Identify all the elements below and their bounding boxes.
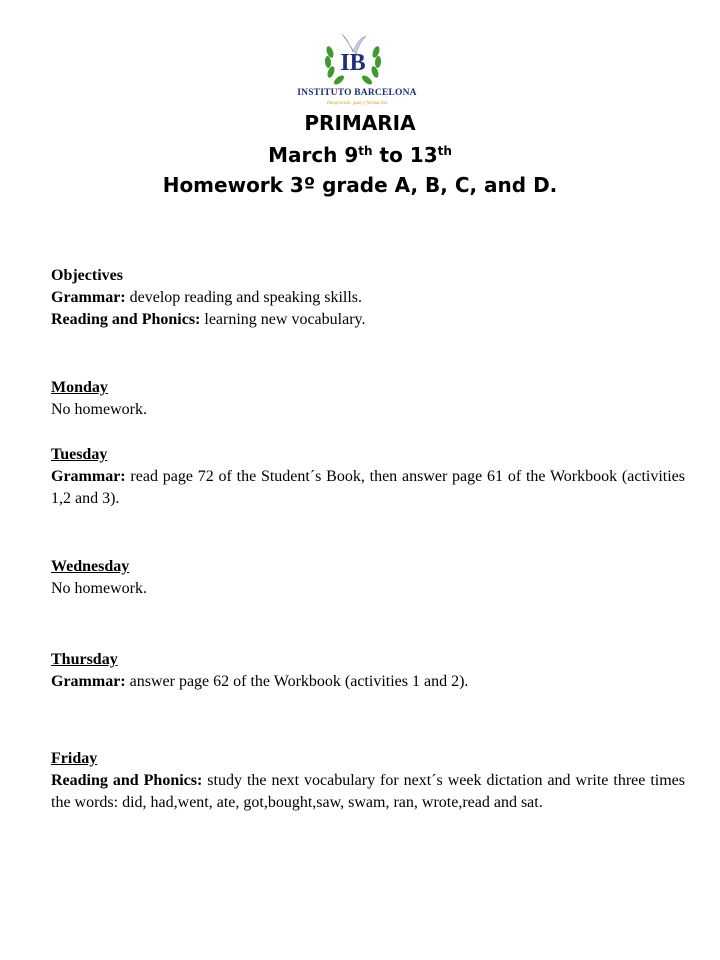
thursday-heading: Thursday bbox=[51, 651, 118, 668]
school-motto: Integración, guía y formación bbox=[327, 101, 387, 106]
objective-grammar: Grammar: develop reading and speaking skills. bbox=[51, 289, 363, 306]
laurel-crest-icon bbox=[320, 30, 386, 90]
friday-text: Reading and Phonics: study the next vocabulary for next´s week dictation and write three times the words: did, had,went, ate, got,bought,saw, swam, ran, wrote,read and sat. bbox=[51, 772, 685, 811]
wednesday-section bbox=[51, 556, 685, 600]
wednesday-text: No homework. bbox=[51, 580, 147, 597]
tuesday-section bbox=[51, 444, 685, 510]
monday-section bbox=[51, 377, 685, 421]
wednesday-heading: Wednesday bbox=[51, 558, 130, 575]
monday-heading: Monday bbox=[51, 379, 108, 396]
school-name: INSTITUTO BARCELONA bbox=[297, 88, 417, 98]
page-title: PRIMARIA bbox=[304, 111, 416, 135]
date-range: March 9th to 13th bbox=[268, 143, 452, 167]
logo-initials: IB bbox=[340, 50, 366, 76]
tuesday-text: Grammar: read page 72 of the Student´s Book, then answer page 61 of the Workbook (activities 1,2 and 3). bbox=[51, 468, 685, 507]
objectives-section bbox=[51, 265, 685, 331]
homework-subtitle: Homework 3º grade A, B, C, and D. bbox=[162, 173, 558, 197]
thursday-text: Grammar: answer page 62 of the Workbook (activities 1 and 2). bbox=[51, 673, 469, 690]
thursday-section bbox=[51, 649, 685, 693]
friday-section bbox=[51, 748, 685, 814]
objectives-heading: Objectives bbox=[51, 267, 123, 284]
objective-reading: Reading and Phonics: learning new vocabulary. bbox=[51, 311, 366, 328]
school-logo bbox=[282, 30, 432, 112]
friday-heading: Friday bbox=[51, 750, 98, 767]
monday-text: No homework. bbox=[51, 401, 147, 418]
tuesday-heading: Tuesday bbox=[51, 446, 108, 463]
